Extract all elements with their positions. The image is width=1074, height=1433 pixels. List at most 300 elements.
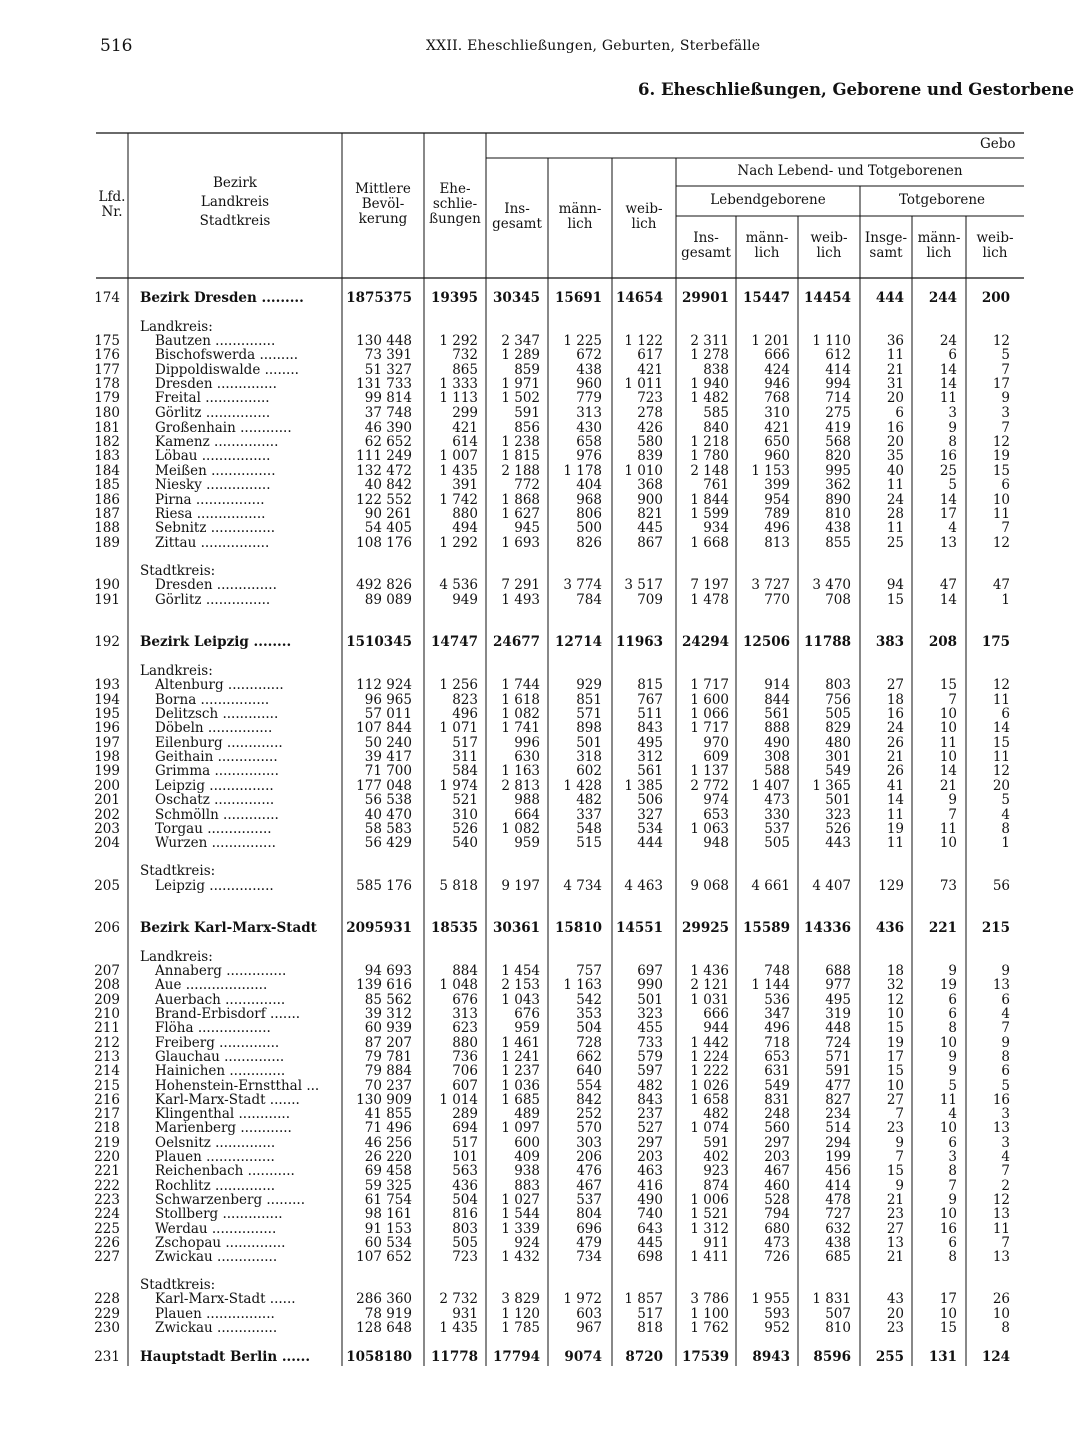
cell-value: 697 [637,963,663,979]
section-label-row [0,864,1024,879]
cell-value: 9 [948,1063,957,1079]
cell-value: 967 [576,1320,602,1336]
cell-value: 568 [825,434,851,450]
cell-value: 1 144 [751,977,790,993]
cell-value: 297 [637,1135,663,1151]
cell-value: 21 [939,778,957,794]
row-number: 182 [94,434,120,450]
cell-value: 880 [452,1035,478,1051]
cell-value: 404 [576,477,602,493]
cell-value: 495 [637,735,663,751]
row-number: 187 [94,506,120,522]
row-number: 224 [94,1206,120,1222]
row-number: 177 [94,362,120,378]
cell-value: 1 163 [501,763,540,779]
cell-value: 25 [886,535,904,551]
cell-value: 2095931 [346,920,412,936]
table-title: 6. Eheschließungen, Geborene und Gestorbene [638,80,1074,99]
section-label: Landkreis: [140,663,213,679]
cell-value: 15 [939,1320,957,1336]
row-number: 216 [94,1092,120,1108]
region-name: Döbeln ............... [155,720,273,736]
cell-value: 1 292 [439,333,478,349]
cell-value: 12 [992,333,1010,349]
region-name: Zwickau .............. [155,1249,278,1265]
cell-value: 7 [1001,520,1010,536]
cell-value: 996 [514,735,540,751]
cell-value: 880 [452,506,478,522]
region-name: Rochlitz .............. [155,1178,276,1194]
cell-value: 69 458 [364,1163,412,1179]
cell-value: 708 [825,592,851,608]
cell-value: 505 [825,706,851,722]
region-name: Bischofswerda ......... [155,347,299,363]
region-name: Freiberg .............. [155,1035,280,1051]
cell-value: 1 365 [812,778,851,794]
row-number: 211 [94,1020,120,1036]
cell-value: 495 [825,992,851,1008]
table-row [0,1021,1024,1036]
table-row [0,779,1024,794]
cell-value: 1 011 [624,376,663,392]
cell-value: 614 [452,434,478,450]
cell-value: 20 [886,390,904,406]
row-number: 175 [94,333,120,349]
region-name: Görlitz ............... [155,405,271,421]
row-number: 198 [94,749,120,765]
cell-value: 15810 [555,920,602,936]
region-name: Bezirk Dresden ......... [140,290,304,306]
cell-value: 11 [992,749,1010,765]
cell-value: 414 [825,1178,851,1194]
cell-value: 900 [637,492,663,508]
cell-value: 10 [992,492,1010,508]
cell-value: 658 [576,434,602,450]
cell-value: 489 [514,1106,540,1122]
cell-value: 1 428 [563,778,602,794]
cell-value: 579 [637,1049,663,1065]
cell-value: 1 436 [690,963,729,979]
cell-value: 6 [895,405,904,421]
cell-value: 203 [764,1149,790,1165]
cell-value: 91 153 [364,1221,412,1237]
cell-value: 15 [886,1063,904,1079]
cell-value: 970 [703,735,729,751]
cell-value: 463 [637,1163,663,1179]
cell-value: 199 [825,1149,851,1165]
cell-value: 9 [895,1178,904,1194]
cell-value: 12 [886,992,904,1008]
cell-value: 330 [764,807,790,823]
cell-value: 944 [703,1020,729,1036]
cell-value: 467 [764,1163,790,1179]
cell-value: 3 774 [563,577,602,593]
cell-value: 17 [939,506,957,522]
region-name: Eilenburg ............. [155,735,283,751]
cell-value: 255 [875,1349,904,1365]
cell-value: 46 390 [364,420,412,436]
cell-value: 445 [637,520,663,536]
cell-value: 890 [825,492,851,508]
col-lfd-header: Lfd. Nr. [98,189,126,220]
cell-value: 726 [764,1249,790,1265]
cell-value: 21 [886,1249,904,1265]
cell-value: 6 [948,1135,957,1151]
cell-value: 60 939 [364,1020,412,1036]
cell-value: 94 693 [364,963,412,979]
row-number: 181 [94,420,120,436]
cell-value: 3 [1001,1106,1010,1122]
cell-value: 843 [637,720,663,736]
cell-value: 666 [764,347,790,363]
row-number: 201 [94,792,120,808]
region-name: Werdau ............... [155,1221,277,1237]
region-name: Bezirk Leipzig ........ [140,634,292,650]
cell-value: 855 [825,535,851,551]
cell-value: 443 [825,835,851,851]
cell-value: 526 [452,821,478,837]
cell-value: 460 [764,1178,790,1194]
cell-value: 794 [764,1206,790,1222]
region-name: Oschatz .............. [155,792,275,808]
cell-value: 131 [928,1349,957,1365]
cell-value: 1 122 [624,333,663,349]
cell-value: 11 [939,821,957,837]
row-number: 230 [94,1320,120,1336]
row-number: 189 [94,535,120,551]
cell-value: 40 470 [364,807,412,823]
cell-value: 37 748 [364,405,412,421]
cell-value: 839 [637,448,663,464]
cell-value: 607 [452,1078,478,1094]
cell-value: 208 [928,634,957,650]
row-number: 200 [94,778,120,794]
cell-value: 50 240 [364,735,412,751]
region-name: Dresden .............. [155,577,277,593]
cell-value: 823 [452,692,478,708]
cell-value: 827 [825,1092,851,1108]
cell-value: 514 [825,1120,851,1136]
cell-value: 248 [764,1106,790,1122]
cell-value: 13 [992,1120,1010,1136]
cell-value: 480 [825,735,851,751]
cell-value: 215 [981,920,1010,936]
cell-value: 9 [948,792,957,808]
cell-value: 47 [992,577,1010,593]
bezirk-total-row [0,921,1024,936]
cell-value: 353 [576,1006,602,1022]
cell-value: 90 261 [364,506,412,522]
region-name: Hohenstein-Ernstthal ... [155,1078,320,1094]
cell-value: 990 [637,977,663,993]
cell-value: 1 627 [501,506,540,522]
cell-value: 959 [514,835,540,851]
cell-value: 945 [514,520,540,536]
cell-value: 29925 [682,920,729,936]
table-row [0,1064,1024,1079]
cell-value: 1 435 [439,1320,478,1336]
cell-value: 12 [992,434,1010,450]
cell-value: 11 [939,735,957,751]
cell-value: 313 [452,1006,478,1022]
cell-value: 11 [886,477,904,493]
cell-value: 1 110 [812,333,851,349]
cell-value: 129 [878,878,904,894]
row-number: 208 [94,977,120,993]
cell-value: 960 [576,376,602,392]
region-name: Marienberg ............ [155,1120,292,1136]
cell-value: 99 814 [364,390,412,406]
cell-value: 501 [576,735,602,751]
cell-value: 107 652 [356,1249,412,1265]
cell-value: 1 339 [501,1221,540,1237]
row-number: 185 [94,477,120,493]
cell-value: 8943 [752,1349,790,1365]
region-name: Aue ................... [155,977,268,993]
region-name: Torgau ............... [155,821,272,837]
cell-value: 597 [637,1063,663,1079]
row-number: 183 [94,448,120,464]
col-maennlich-header: männ- lich [558,201,602,232]
cell-value: 98 161 [364,1206,412,1222]
col-eheschliessungen-header: Ehe- schlie- ßungen [429,181,481,227]
cell-value: 2 347 [501,333,540,349]
cell-value: 16 [886,706,904,722]
table-row [0,1164,1024,1179]
cell-value: 859 [514,362,540,378]
cell-value: 1 762 [690,1320,729,1336]
cell-value: 1 618 [501,692,540,708]
cell-value: 17 [886,1049,904,1065]
cell-value: 540 [452,835,478,851]
cell-value: 19 [939,977,957,993]
cell-value: 526 [825,821,851,837]
cell-value: 549 [764,1078,790,1094]
cell-value: 17 [992,376,1010,392]
cell-value: 79 781 [364,1049,412,1065]
cell-value: 954 [764,492,790,508]
cell-value: 803 [825,677,851,693]
cell-value: 24 [886,492,904,508]
region-name: Karl-Marx-Stadt ...... [155,1291,296,1307]
cell-value: 11 [886,520,904,536]
cell-value: 12506 [743,634,790,650]
col-bezirk-header: Bezirk Landkreis Stadtkreis [199,175,271,229]
cell-value: 8720 [625,1349,663,1365]
cell-value: 40 [886,463,904,479]
region-name: Niesky ............... [155,477,271,493]
region-name: Löbau ................ [155,448,271,464]
cell-value: 310 [452,807,478,823]
cell-value: 15 [886,1163,904,1179]
table-row [0,464,1024,479]
cell-value: 938 [514,1163,540,1179]
cell-value: 15 [886,1020,904,1036]
cell-value: 840 [703,420,729,436]
cell-value: 968 [576,492,602,508]
cell-value: 13 [886,1235,904,1251]
cell-value: 563 [452,1163,478,1179]
cell-value: 27 [886,677,904,693]
cell-value: 5 [948,1078,957,1094]
cell-value: 15 [939,677,957,693]
cell-value: 1 241 [501,1049,540,1065]
cell-value: 946 [764,376,790,392]
row-number: 215 [94,1078,120,1094]
cell-value: 482 [703,1106,729,1122]
cell-value: 12 [992,1192,1010,1208]
table-row [0,1150,1024,1165]
cell-value: 455 [637,1020,663,1036]
cell-value: 1 289 [501,347,540,363]
cell-value: 1875375 [346,290,412,306]
cell-value: 278 [637,405,663,421]
region-name: Plauen ................ [155,1306,275,1322]
cell-value: 3 [948,405,957,421]
cell-value: 1 658 [690,1092,729,1108]
cell-value: 732 [452,347,478,363]
cell-value: 517 [452,735,478,751]
cell-value: 1 785 [501,1320,540,1336]
cell-value: 430 [576,420,602,436]
cell-value: 21 [886,362,904,378]
cell-value: 1 222 [690,1063,729,1079]
cell-value: 1 082 [501,821,540,837]
cell-value: 496 [764,520,790,536]
cell-value: 591 [514,405,540,421]
row-number: 180 [94,405,120,421]
cell-value: 1 014 [439,1092,478,1108]
cell-value: 9 [1001,1035,1010,1051]
cell-value: 3 786 [690,1291,729,1307]
cell-value: 421 [637,362,663,378]
cell-value: 71 700 [364,763,412,779]
cell-value: 15691 [555,290,602,306]
cell-value: 31 [886,376,904,392]
cell-value: 362 [825,477,851,493]
cell-value: 5 [1001,347,1010,363]
cell-value: 1 780 [690,448,729,464]
cell-value: 588 [764,763,790,779]
cell-value: 924 [514,1235,540,1251]
cell-value: 640 [576,1063,602,1079]
cell-value: 7 [948,692,957,708]
cell-value: 36 [886,333,904,349]
cell-value: 842 [576,1092,602,1108]
cell-value: 6 [948,1235,957,1251]
cell-value: 1 278 [690,347,729,363]
cell-value: 56 429 [364,835,412,851]
cell-value: 467 [576,1178,602,1194]
cell-value: 631 [764,1063,790,1079]
cell-value: 327 [637,807,663,823]
cell-value: 9 [948,1049,957,1065]
table-row [0,764,1024,779]
cell-value: 347 [764,1006,790,1022]
region-name: Flöha ................. [155,1020,271,1036]
cell-value: 13 [939,535,957,551]
cell-value: 1 225 [563,333,602,349]
cell-value: 9 [948,963,957,979]
cell-value: 1 201 [751,333,790,349]
cell-value: 70 237 [364,1078,412,1094]
cell-value: 426 [637,420,663,436]
cell-value: 139 616 [356,977,412,993]
cell-value: 17794 [493,1349,540,1365]
cell-value: 1 031 [690,992,729,1008]
cell-value: 507 [825,1306,851,1322]
cell-value: 58 583 [364,821,412,837]
cell-value: 851 [576,692,602,708]
cell-value: 1 292 [439,535,478,551]
table-row [0,993,1024,1008]
cell-value: 237 [637,1106,663,1122]
cell-value: 19395 [431,290,478,306]
cell-value: 994 [825,376,851,392]
row-number: 196 [94,720,120,736]
region-name: Annaberg .............. [155,963,287,979]
cell-value: 85 562 [364,992,412,1008]
cell-value: 1 600 [690,692,729,708]
cell-value: 1 521 [690,1206,729,1222]
cell-value: 9 [948,420,957,436]
cell-value: 789 [764,506,790,522]
cell-value: 1 599 [690,506,729,522]
cell-value: 6 [948,992,957,1008]
cell-value: 1 137 [690,763,729,779]
cell-value: 46 256 [364,1135,412,1151]
cell-value: 13 [992,1249,1010,1265]
cell-value: 1 831 [812,1291,851,1307]
cell-value: 16 [939,1221,957,1237]
cell-value: 7 [895,1106,904,1122]
cell-value: 816 [452,1206,478,1222]
row-number: 214 [94,1063,120,1079]
cell-value: 39 312 [364,1006,412,1022]
section-label: Stadtkreis: [140,863,216,879]
cell-value: 21 [886,749,904,765]
cell-value: 3 727 [751,577,790,593]
cell-value: 482 [576,792,602,808]
cell-value: 7 291 [501,577,540,593]
cell-value: 696 [576,1221,602,1237]
cell-value: 664 [514,807,540,823]
cell-value: 289 [452,1106,478,1122]
cell-value: 756 [825,692,851,708]
cell-value: 718 [764,1035,790,1051]
table-row [0,793,1024,808]
col-lebend-maennlich-header: männ- lich [745,230,789,261]
cell-value: 4 [948,520,957,536]
cell-value: 767 [637,692,663,708]
cell-value: 1 482 [690,390,729,406]
cell-value: 11 [886,347,904,363]
row-number: 190 [94,577,120,593]
cell-value: 1 432 [501,1249,540,1265]
cell-value: 16 [992,1092,1010,1108]
cell-value: 680 [764,1221,790,1237]
cell-value: 1 026 [690,1078,729,1094]
cell-value: 1 868 [501,492,540,508]
region-name: Klingenthal ............ [155,1106,291,1122]
cell-value: 108 176 [356,535,412,551]
cell-value: 12 [992,763,1010,779]
cell-value: 506 [637,792,663,808]
cell-value: 5 [948,477,957,493]
cell-value: 591 [703,1135,729,1151]
cell-value: 61 754 [364,1192,412,1208]
cell-value: 748 [764,963,790,979]
